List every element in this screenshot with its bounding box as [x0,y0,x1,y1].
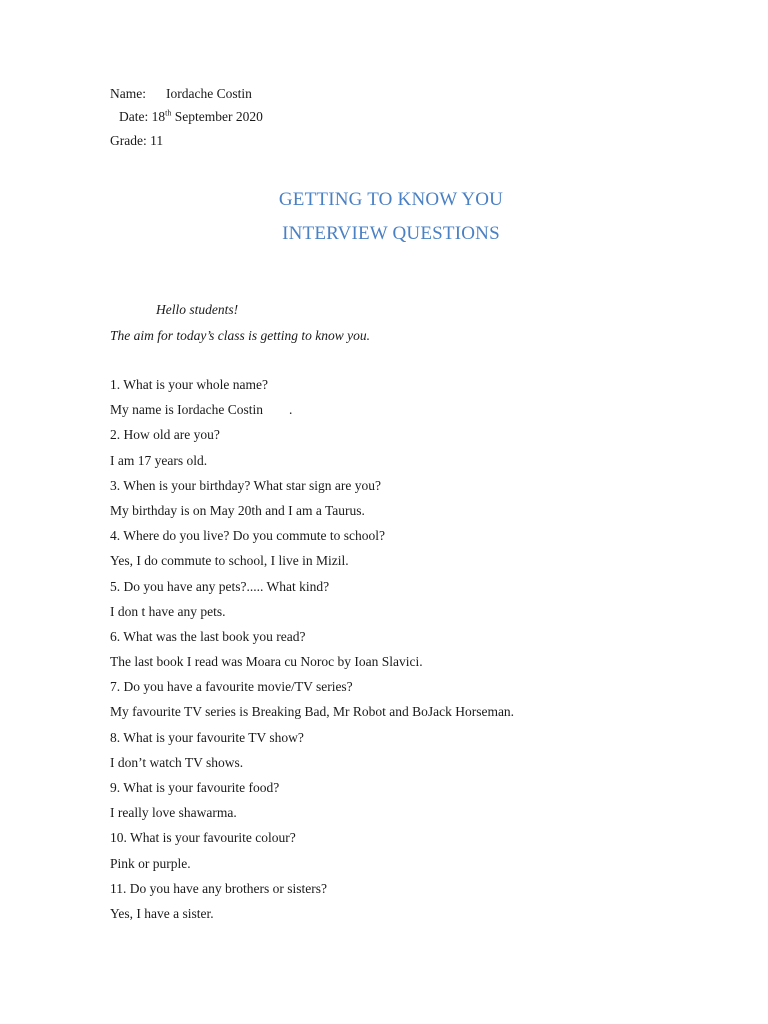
answer-10 [110,856,514,881]
name-label: Name: [110,86,146,101]
answer-text: My favourite TV series is Breaking Bad, Mr Robot and BoJack Horseman. [110,704,515,720]
question-1: 1. What is your whole name? [110,377,268,392]
answer-5 [110,604,514,629]
question-9: 9. What is your favourite food? [110,780,280,795]
answer-text: Yes, I have a sister. [110,905,214,921]
answer-text: Pink or purple. [110,855,191,871]
answer-text: The last book I read was Moara cu Noroc by Ioan Slavici. [110,654,423,670]
qa-list [110,377,514,931]
name-line [110,86,252,102]
answer-3 [110,503,514,528]
date-line [119,109,263,125]
answer-6 [110,654,514,679]
answer-text: My name is Iordache Costin [110,402,263,418]
question-4: 4. Where do you live? Do you commute to school? [110,528,385,544]
date-label: Date: [119,109,149,124]
answer-11 [110,906,514,931]
date-value [152,109,263,124]
question-6: 6. What was the last book you read? [110,628,306,644]
intro-aim: The aim for today’s class is getting to know you. [110,328,370,343]
question-3: 3. When is your birthday? What star sign are you? [110,477,381,493]
answer-text: I am 17 years old. [110,452,208,468]
grade-value: 11 [150,133,164,148]
answer-1 [110,402,514,427]
answer-trailing-period: . [288,402,293,418]
question-5: 5. Do you have any pets?..... What kind? [110,578,330,594]
answer-text: I don’t watch TV shows. [110,754,244,770]
date-suffix: th [165,108,172,118]
name-value: Iordache Costin [166,86,252,101]
question-11: 11. Do you have any brothers or sisters? [110,880,327,896]
answer-9 [110,805,514,830]
answer-text: My birthday is on May 20th and I am a Taurus. [110,502,365,518]
intro-greeting: Hello students! [156,302,239,317]
question-10: 10. What is your favourite colour? [110,830,296,846]
grade-label: Grade: [110,133,147,148]
grade-line [110,133,163,149]
title-line-1: GETTING TO KNOW YOU [278,189,504,210]
answer-text: Yes, I do commute to school, I live in Mizil. [110,553,349,569]
question-8: 8. What is your favourite TV show? [110,729,304,745]
title-line-2: INTERVIEW QUESTIONS [282,223,500,244]
date-rest: September 2020 [171,109,263,124]
answer-2 [110,453,514,478]
question-7: 7. Do you have a favourite movie/TV series? [110,679,353,695]
answer-text: I really love shawarma. [110,805,237,821]
answer-4 [110,553,514,578]
answer-8 [110,755,514,780]
question-2: 2. How old are you? [110,427,220,443]
date-day: 18 [151,109,166,124]
answer-7 [110,704,514,729]
answer-text: I don t have any pets. [110,603,226,619]
